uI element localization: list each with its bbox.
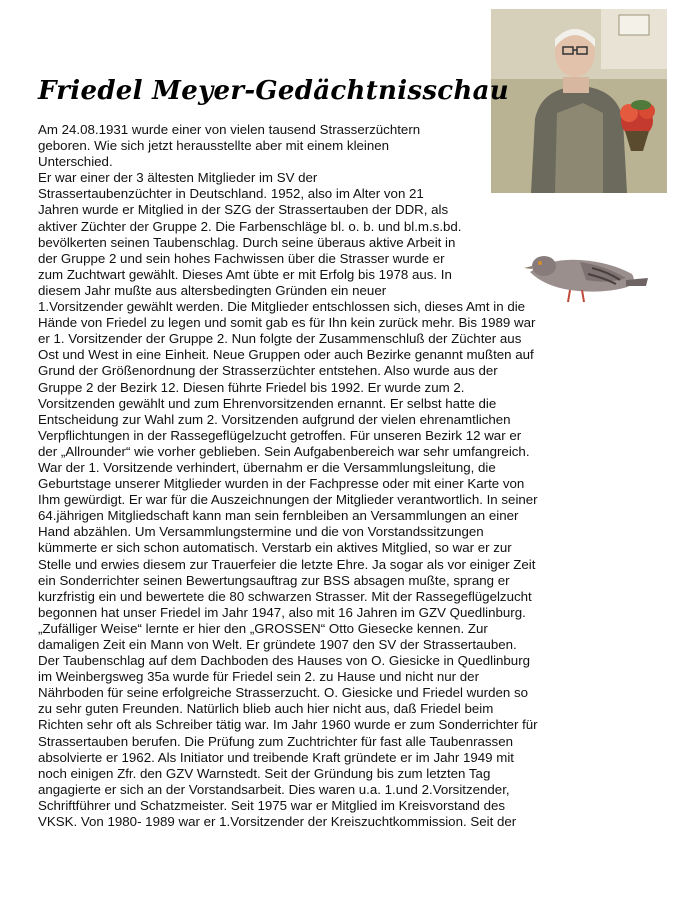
body-line: er 1. Vorsitzender der Gruppe 2. Nun folgte der Zusammenschluß der Züchter aus [38, 331, 522, 347]
body-line: War der 1. Vorsitzende verhindert, übernahm er die Versammlungsleitung, die [38, 459, 496, 475]
body-line: kümmerte er sich schon automatisch. Verstarb ein aktives Mitglied, so war er zur [38, 540, 512, 556]
body-line: Strassertaubenzüchter in Deutschland. 1952, also im Alter von 21 [38, 186, 424, 202]
body-line: Jahren wurde er Mitglied in der SZG der Strassertauben der DDR, als [38, 202, 449, 218]
body-line: Geburtstage unserer Mitglieder wurden in der Fachpresse oder mit einer Karte von [38, 476, 525, 492]
body-line: Verpflichtungen in der Rassegeflügelzucht getroffen. Für unseren Bezirk 12 war er [38, 427, 522, 443]
body-line: zu sehr guten Freunden. Natürlich blieb auch hier nicht aus, daß Friedel beim [38, 701, 494, 717]
body-line: Hände von Friedel zu legen und somit gab es für Ihn kein zurück mehr. Bis 1989 war [38, 315, 536, 331]
body-line: aktiver Züchter der Gruppe 2. Die Farbenschläge bl. o. b. und bl.m.s.bd. [38, 218, 462, 234]
body-line: Unterschied. [38, 154, 113, 170]
body-line: Schriftführer und Schatzmeister. Seit 1975 war er Mitglied im Kreisvorstand des [38, 797, 506, 813]
body-line: „Zufälliger Weise“ lernte er hier den „GROSSEN“ Otto Giesecke kennen. Zur [38, 620, 488, 636]
body-line: absolvierte er 1962. Als Initiator und treibende Kraft gründete er im Jahr 1949 mit [38, 749, 514, 765]
body-line: Gruppe 2 der Bezirk 12. Diesen führte Friedel bis 1992. Er wurde zum 2. [38, 379, 465, 395]
body-line: kurzfristig ein und bewertete die 80 schwarzen Strasser. Mit der Rassegeflügelzucht [38, 588, 532, 604]
body-line: Richten sehr oft als Schreiber tätig war. Im Jahr 1960 wurde er zum Sonderrichter für [38, 717, 538, 733]
body-line: Ihm gewürdigt. Er war für die Auszeichnungen der Mitglieder verantwortlich. In seiner [38, 492, 538, 508]
body-line: bevölkerten seinen Taubenschlag. Durch seine überaus aktive Arbeit in [38, 234, 456, 250]
body-line: 1.Vorsitzender gewählt werden. Die Mitglieder entschlossen sich, dieses Amt in die [38, 299, 526, 315]
body-line: noch einigen Zfr. den GZV Warnstedt. Seit der Gründung bis zum letzten Tag [38, 765, 491, 781]
body-line: begonnen hat unser Friedel im Jahr 1947, also mit 16 Jahren im GZV Quedlinburg. [38, 604, 526, 620]
body-line: Grund der Größenordnung der Strasserzüchter entstehen. Also wurde aus der [38, 363, 498, 379]
body-line: ein Sonderrichter seinen Bewertungsauftrag zur BSS absagen mußte, sprang er [38, 572, 510, 588]
body-line: Vorsitzenden gewählt und zum Ehrenvorsitzenden ernannt. Er selbst hatte die [38, 395, 497, 411]
body-line: geboren. Wie sich jetzt herausstellte aber mit einem kleinen [38, 138, 390, 154]
body-line: Am 24.08.1931 wurde einer von vielen tausend Strasserzüchtern [38, 122, 421, 137]
body-line: Hand abzählen. Um Versammlungstermine und die von Vorstandssitzungen [38, 524, 484, 540]
body-line: Ost und West in eine Einheit. Neue Gruppen oder auch Bezirke genannt mußten auf [38, 347, 534, 363]
body-line: Der Taubenschlag auf dem Dachboden des Hauses von O. Giesicke in Quedlinburg [38, 653, 531, 669]
body-line: Entscheidung zur Wahl zum 2. Vorsitzenden aufgrund der vielen ehrenamtlichen [38, 411, 511, 427]
body-line: Strassertauben berufen. Die Prüfung zum Zuchtrichter für fast alle Taubenrassen [38, 733, 513, 749]
body-line: diesem Jahr mußte aus altersbedingten Gründen ein neuer [38, 282, 387, 298]
body-line: im Weinbergsweg 35a wurde für Friedel sein 2. zu Hause und nicht nur der [38, 669, 479, 685]
article-body [38, 122, 538, 830]
body-line: Stelle und erwies diesem zur Trauerfeier die letzte Ehre. Ja sogar als vor einiger Zeit [38, 556, 536, 572]
body-line: VKSK. Von 1980- 1989 war er 1.Vorsitzender der Kreiszuchtkommission. Seit der [38, 814, 517, 830]
body-line: der Gruppe 2 und sein hohes Fachwissen über die Strasser wurde er [38, 250, 445, 266]
body-line: Er war einer der 3 ältesten Mitglieder im SV der [38, 170, 318, 186]
body-line: zum Zuchtwart gewählt. Dieses Amt übte er mit Erfolg bis 1978 aus. In [38, 266, 452, 282]
body-line: der „Allrounder“ wie vorher geblieben. Sein Aufgabenbereich war sehr umfangreich. [38, 443, 530, 459]
body-line: damaligen Zeit ein Mann von Welt. Er gründete 1907 den SV der Strassertauben. [38, 637, 517, 652]
body-line: angagierte er sich an der Vorstandsarbeit. Dies waren u.a. 1.und 2.Vorsitzender, [38, 781, 510, 797]
article-title: Friedel Meyer-Gedächtnisschau [38, 76, 509, 106]
body-line: 64.jährigen Mitgliedschaft kann man sein fernbleiben an Versammlungen an einer [38, 508, 519, 524]
body-line: Nährboden für seine erfolgreiche Strasserzucht. O. Giesicke und Friedel wurden so [38, 685, 529, 701]
